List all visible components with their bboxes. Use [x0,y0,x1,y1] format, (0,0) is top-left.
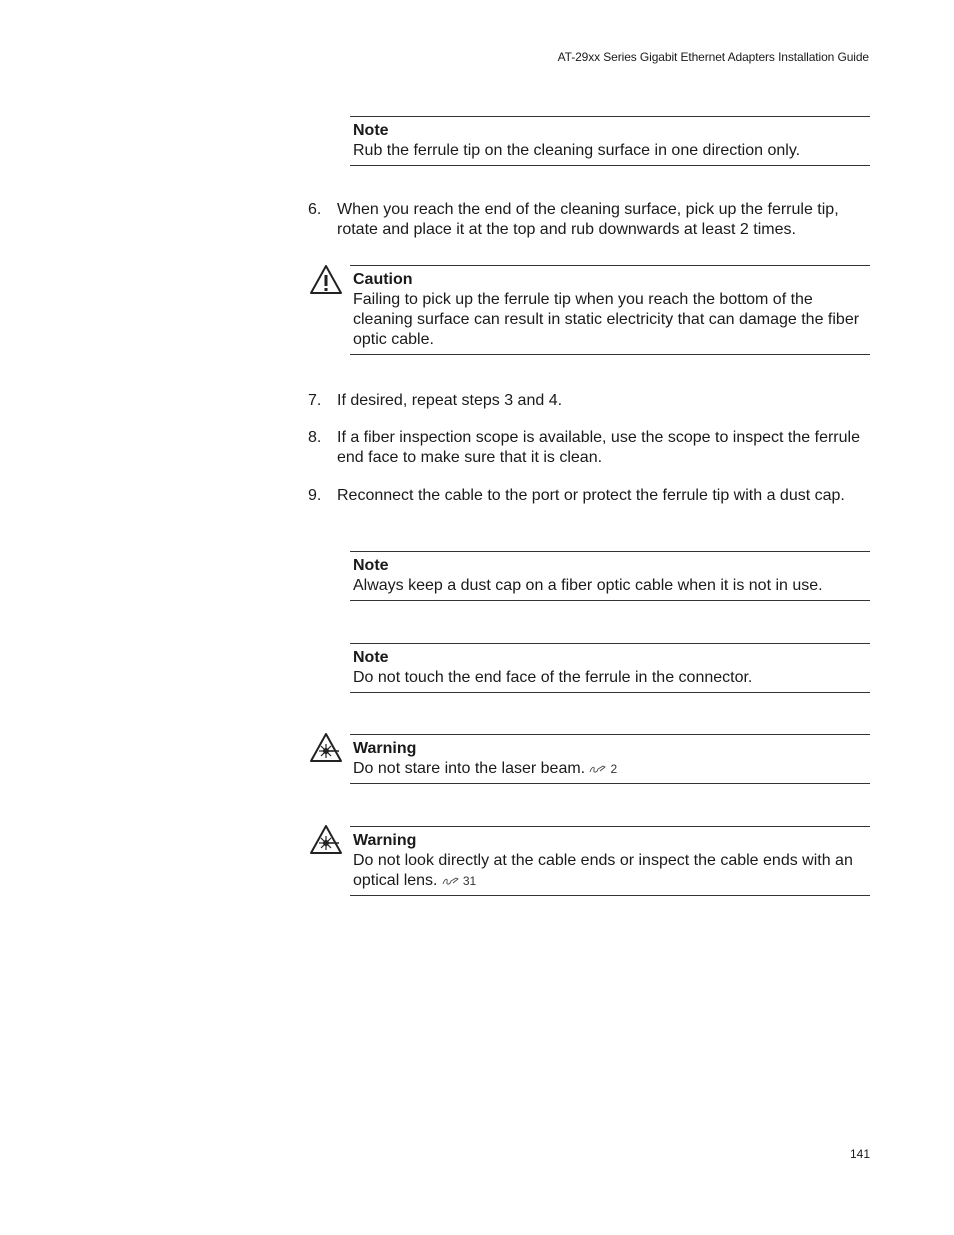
reference-pen-icon [589,764,607,774]
step-item [308,200,870,240]
warning-title: Warning [353,740,417,757]
reference-pen-icon [442,876,460,886]
note-body: Always keep a dust cap on a fiber optic cable when it is not in use. [353,577,823,594]
caution-body: Failing to pick up the ferrule tip when you reach the bottom of the cleaning surface can result in static electricity that can damage the fiber optic cable. [353,291,860,348]
reference-marker [589,762,617,776]
warning-body [353,851,870,891]
note-box [350,116,870,166]
step-item [308,486,870,506]
warning-text: Do not look directly at the cable ends or inspect the cable ends with an optical lens. [353,852,853,889]
note-body: Rub the ferrule tip on the cleaning surface in one direction only. [353,142,801,159]
warning-box [350,826,870,896]
step-text: If desired, repeat steps 3 and 4. [337,392,563,409]
note-body: Do not touch the end face of the ferrule in the connector. [353,669,753,686]
warning-title: Warning [353,832,417,849]
caution-title: Caution [353,271,413,288]
note-title: Note [353,122,389,139]
reference-number: 31 [462,874,477,888]
step-text: When you reach the end of the cleaning surface, pick up the ferrule tip, rotate and place it at the top and rub downwards at least 2 times. [337,201,839,238]
step-number: 6. [308,201,322,218]
step-text: Reconnect the cable to the port or protect the ferrule tip with a dust cap. [337,487,845,504]
note-box [350,551,870,601]
page-number: 141 [850,1147,871,1161]
laser-warning-icon [309,732,343,764]
step-number: 8. [308,429,322,446]
step-item [308,428,870,468]
caution-icon [309,264,343,296]
warning-box [350,734,870,784]
note-title: Note [353,557,389,574]
step-item [308,391,870,411]
step-number: 7. [308,392,322,409]
note-box [350,643,870,693]
reference-number: 2 [610,762,618,776]
running-header: AT-29xx Series Gigabit Ethernet Adapters Installation Guide [557,50,869,64]
reference-marker [442,874,477,888]
caution-box [350,265,870,355]
warning-text: Do not stare into the laser beam. [353,760,586,777]
warning-body [353,759,870,779]
note-title: Note [353,649,389,666]
laser-warning-icon [309,824,343,856]
step-text: If a fiber inspection scope is available, use the scope to inspect the ferrule end face to make sure that it is clean. [337,429,860,466]
step-number: 9. [308,487,322,504]
